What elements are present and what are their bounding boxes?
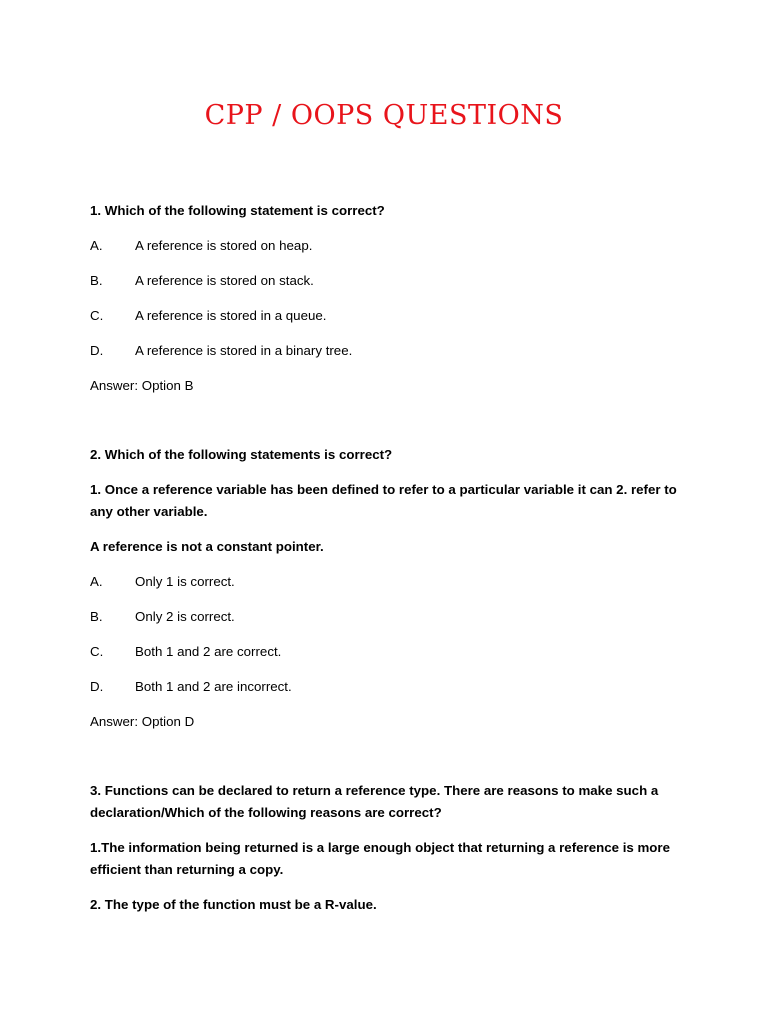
question-1-option-c xyxy=(90,305,690,327)
question-2-option-b xyxy=(90,606,690,628)
question-3: 3. Functions can be declared to return a reference type. There are reasons to make such a declaration/Which of the following reasons are correct? xyxy=(90,783,659,820)
option-letter: D. xyxy=(90,343,104,358)
question-1: 1. Which of the following statement is correct? xyxy=(90,203,385,218)
option-text: Both 1 and 2 are correct. xyxy=(135,644,282,659)
question-3-statement-1: 1.The information being returned is a large enough object that returning a reference is more efficient than returning a copy. xyxy=(90,840,670,877)
option-text: A reference is stored on heap. xyxy=(135,238,313,253)
question-2-option-c xyxy=(90,641,690,663)
option-letter: A. xyxy=(90,238,103,253)
option-text: A reference is stored in a queue. xyxy=(135,308,327,323)
document-title: CPP / OOPS QUESTIONS xyxy=(204,100,564,131)
question-2-statement-2: A reference is not a constant pointer. xyxy=(90,539,324,554)
option-letter: B. xyxy=(90,609,103,624)
question-2: 2. Which of the following statements is correct? xyxy=(90,447,393,462)
option-letter: C. xyxy=(90,644,104,659)
question-2-answer: Answer: Option D xyxy=(90,714,195,729)
question-1-option-b xyxy=(90,270,690,292)
option-text: Both 1 and 2 are incorrect. xyxy=(135,679,292,694)
question-2-option-a xyxy=(90,571,690,593)
question-2-statement-1: 1. Once a reference variable has been defined to refer to a particular variable it can 2. refer to any other variable. xyxy=(90,482,677,519)
option-text: A reference is stored in a binary tree. xyxy=(135,343,353,358)
option-letter: D. xyxy=(90,679,104,694)
option-text: Only 1 is correct. xyxy=(135,574,235,589)
question-1-option-a xyxy=(90,235,690,257)
option-text: A reference is stored on stack. xyxy=(135,273,314,288)
question-1-answer: Answer: Option B xyxy=(90,378,194,393)
question-3-statement-2: 2. The type of the function must be a R-value. xyxy=(90,897,377,912)
question-1-option-d xyxy=(90,340,690,362)
option-letter: A. xyxy=(90,574,103,589)
question-2-option-d xyxy=(90,676,690,698)
document-body xyxy=(90,200,690,929)
option-letter: C. xyxy=(90,308,104,323)
option-letter: B. xyxy=(90,273,103,288)
option-text: Only 2 is correct. xyxy=(135,609,235,624)
